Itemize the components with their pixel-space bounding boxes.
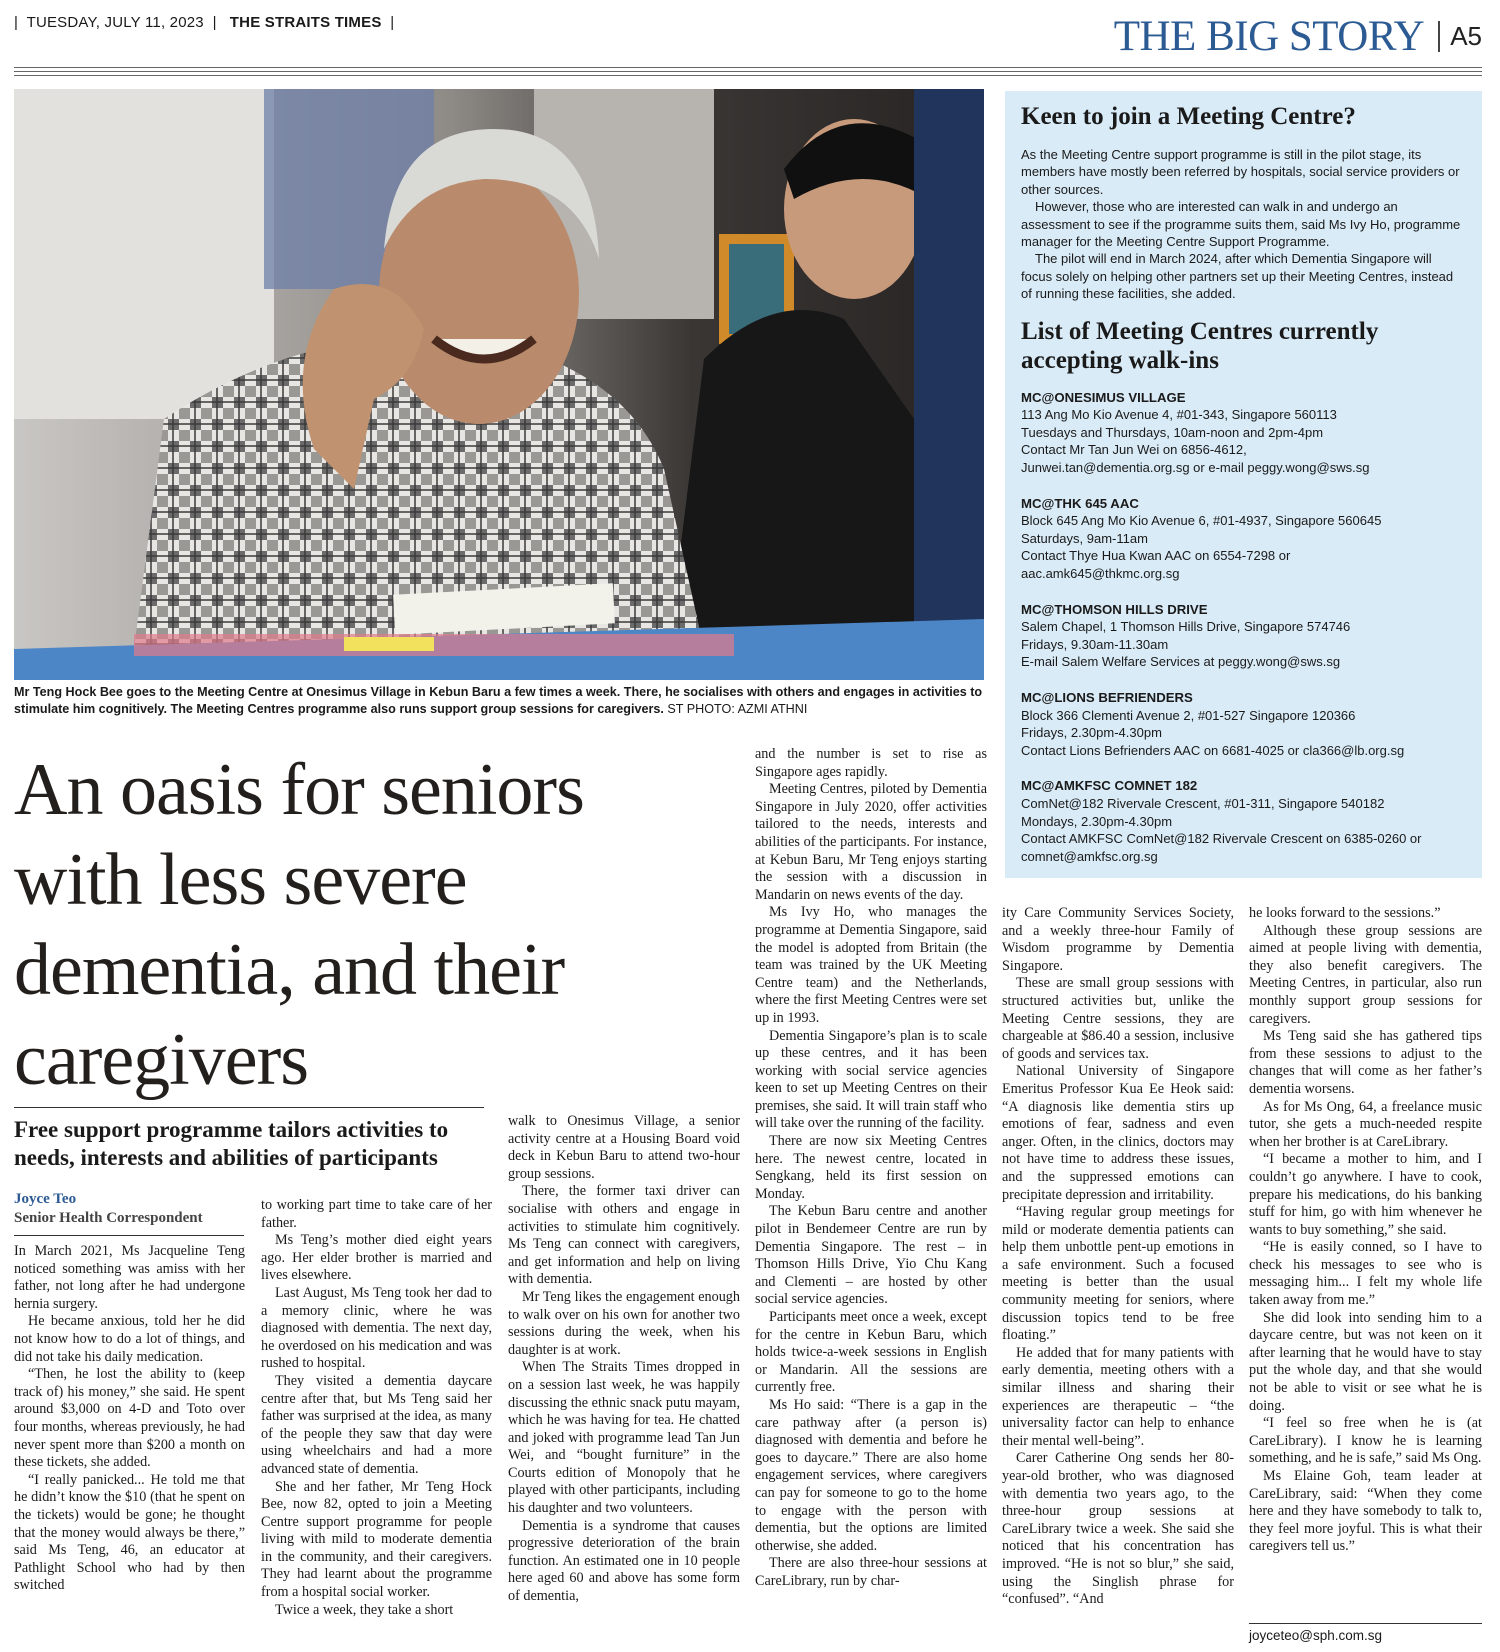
article-paragraph: Ms Ivy Ho, who manages the programme at Dementia Singapore, said the model is adopted from Britain (the team was trained by the UK Meeting Centre team) and the Netherlands, where the first Meeting Centres were set up in 1993.	[755, 904, 987, 1026]
article-paragraph: These are small group sessions with structured activities but, unlike the Meeting Centre sessions, they are chargeable at $86.40 a session, inclusive of goods and services tax.	[1002, 975, 1234, 1062]
info-box	[1005, 91, 1482, 878]
article-paragraph: Although these group sessions are aimed at people living with dementia, they also benefit caregivers. The Meeting Centres, in particular, also run monthly support group sessions for caregivers.	[1249, 922, 1482, 1027]
article-paragraph: Participants meet once a week, except for the centre in Kebun Baru, which holds twice-a-week sessions in English or Mandarin. All the sessions are currently free.	[755, 1309, 987, 1396]
lead-photo	[14, 89, 984, 680]
centre-name: MC@THK 645 AAC	[1021, 495, 1139, 511]
article-paragraph: He became anxious, told her he did not know how to do a lot of things, and did not take his daily medication.	[14, 1313, 245, 1365]
article-paragraph: There, the former taxi driver can socialise with others and engage in activities to stimulate him cognitively. Ms Teng can connect with caregivers, and get information and help on living with dementia.	[508, 1183, 740, 1288]
article-paragraph: As for Ms Ong, 64, a freelance music tutor, she gets a much-needed respite when her brother is at CareLibrary.	[1249, 1098, 1482, 1150]
article-column-2	[261, 1197, 492, 1619]
centre-detail: Tuesdays and Thursdays, 10am-noon and 2pm-4pm	[1021, 424, 1324, 440]
centre-detail: Contact Lions Befrienders AAC on 6681-4025 or cla366@lb.org.sg	[1021, 742, 1405, 758]
article-paragraph: he looks forward to the sessions.”	[1249, 905, 1441, 921]
centre-entry	[1021, 389, 1466, 477]
header-rule	[14, 75, 1482, 76]
centre-detail: 113 Ang Mo Kio Avenue 4, #01-343, Singapore 560113	[1021, 407, 1337, 423]
centre-list-title: List of Meeting Centres currently accepting walk-ins	[1021, 317, 1379, 374]
centre-detail: Contact Mr Tan Jun Wei on 6856-4612,	[1021, 442, 1247, 458]
article-paragraph: The Kebun Baru centre and another pilot in Bendemeer Centre are run by Dementia Singapore. The rest – in Thomson Hills Drive, Yio Chu Kang and Clementi – are hosted by other social service agencies.	[755, 1203, 987, 1308]
article-paragraph: walk to Onesimus Village, a senior activity centre at a Housing Board void deck in Kebun Baru to attend two-hour group sessions.	[508, 1113, 740, 1182]
centre-detail: Block 366 Clementi Avenue 2, #01-527 Singapore 120366	[1021, 707, 1356, 723]
article-paragraph: There are now six Meeting Centres here. The newest centre, located in Sengkang, held its first session on Monday.	[755, 1133, 987, 1202]
article-paragraph: There are also three-hour sessions at CareLibrary, run by char-	[755, 1555, 987, 1589]
header-rule	[14, 71, 1482, 72]
headline: An oasis for seniors with less severe dementia, and their caregivers	[14, 749, 584, 1101]
author-email[interactable]: joyceteo@sph.com.sg	[1249, 1628, 1383, 1643]
centre-detail: Junwei.tan@dementia.org.sg or e-mail peggy.wong@sws.sg	[1021, 460, 1370, 476]
centre-entry	[1021, 689, 1466, 759]
centre-name: MC@AMKFSC COMNET 182	[1021, 778, 1198, 794]
article-paragraph: National University of Singapore Emeritus Professor Kua Ee Heok said: “A diagnosis like dementia stirs up emotions of fear, sadness and even anger. Often, in the clinics, doctors may not have time to address these issues, and the suppressed emotions can precipitate depression and irritability.	[1002, 1063, 1234, 1203]
centre-name: MC@ONESIMUS VILLAGE	[1021, 389, 1186, 405]
email-rule	[1249, 1623, 1482, 1624]
centre-entry	[1021, 601, 1466, 671]
article-paragraph: She and her father, Mr Teng Hock Bee, now 82, opted to join a Meeting Centre support programme for people living with mild to moderate dementia in the community, and their caregivers. They had learnt about the programme from a hospital social worker.	[261, 1478, 492, 1601]
article-paragraph: When The Straits Times dropped in on a session last week, he was happily discussing the ethnic snack putu mayam, which he was having for tea. He chatted and joked with programme lead Tan Jun Wei, and “bought furniture” in the Courts edition of Monopoly that he played with other participants, including his daughter and two volunteers.	[508, 1359, 740, 1517]
article-paragraph: She did look into sending him to a daycare centre, but was not keen on it after learning that he would have to stay put the whole day, and that she would not be able to visit or see what he is doing.	[1249, 1309, 1482, 1414]
article-paragraph: Meeting Centres, piloted by Dementia Singapore in July 2020, offer activities tailored to the needs, interests and abilities of the participants. For instance, at Kebun Baru, Mr Teng enjoys starting the session with a discussion in Mandarin on news events of the day.	[755, 781, 987, 903]
centre-list	[1021, 389, 1466, 866]
centre-detail: comnet@amkfsc.org.sg	[1021, 848, 1158, 864]
article-paragraph: to working part time to take care of her father.	[261, 1197, 492, 1231]
centre-name: MC@THOMSON HILLS DRIVE	[1021, 601, 1208, 617]
article-paragraph: Ms Ho said: “There is a gap in the care pathway after (a person is) diagnosed with dementia and before he goes to daycare.” There are also home engagement services, where caregivers can pay for someone to go to the home to engage with the person with dementia, but the options are limited otherwise, she added.	[755, 1396, 987, 1554]
centre-detail: Contact AMKFSC ComNet@182 Rivervale Crescent on 6385-0260 or	[1021, 831, 1422, 847]
info-paragraph: However, those who are interested can walk in and undergo an assessment to see if the programme suits them, said Ms Ivy Ho, programme manager for the Meeting Centre Support Programme.	[1021, 199, 1461, 250]
centre-detail: Mondays, 2.30pm-4.30pm	[1021, 813, 1173, 829]
newspaper-name: THE STRAITS TIMES	[229, 14, 382, 31]
centre-detail: aac.amk645@thkmc.org.sg	[1021, 566, 1180, 581]
centre-entry	[1021, 777, 1466, 865]
photo-illustration	[14, 89, 984, 680]
dateline: | TUESDAY, JULY 11, 2023 | THE STRAITS TIMES |	[14, 14, 395, 31]
article-paragraph: “I feel so free when he is (at CareLibrary). I know he is learning something, and he is safe,” said Ms Ong.	[1249, 1415, 1482, 1467]
article-paragraph: “I became a mother to him, and I couldn’t go anywhere. I have to cook, prepare his medications, do his banking stuff for him, go with him whenever he wants to buy something,” she said.	[1249, 1151, 1482, 1238]
article-paragraph: Last August, Ms Teng took her dad to a memory clinic, where he was diagnosed with dementia. The next day, he overdosed on his medication and was rushed to hospital.	[261, 1284, 492, 1372]
centre-detail: Fridays, 2.30pm-4.30pm	[1021, 725, 1162, 741]
article-paragraph: They visited a dementia daycare centre after that, but Ms Teng said her father was surprised at the idea, as many of the people they saw that day were using wheelchairs and had a more advanced state of dementia.	[261, 1372, 492, 1477]
deck: Free support programme tailors activities to needs, interests and abilities of participants	[14, 1107, 484, 1172]
article-paragraph: “I really panicked... He told me that he didn’t know the $10 (that he spent on the tickets) would be gone; he thought that the money would always be there,” said Ms Teng, 46, an educator at Pathlight School who had by then switched	[14, 1471, 245, 1594]
byline-rule	[14, 1235, 244, 1236]
article-paragraph: ity Care Community Services Society, and a weekly three-hour Family of Wisdom programme by Dementia Singapore.	[1002, 905, 1234, 974]
author-role: Senior Health Correspondent	[14, 1210, 203, 1226]
centre-entry	[1021, 495, 1466, 583]
article-paragraph: Ms Elaine Goh, team leader at CareLibrary, said: “When they come here and they have somebody to talk to, they feel more joyful. This is what their caregivers tell us.”	[1249, 1468, 1482, 1555]
centre-detail: Salem Chapel, 1 Thomson Hills Drive, Singapore 574746	[1021, 619, 1351, 635]
article-paragraph: “He is easily conned, so I have to check his messages to see who is messaging him... I felt my whole life taken away from me.”	[1249, 1239, 1482, 1309]
centre-detail: ComNet@182 Rivervale Crescent, #01-311, Singapore 540182	[1021, 795, 1385, 811]
info-box-intro	[1021, 146, 1466, 303]
article-column-3	[508, 1113, 740, 1606]
article-paragraph: “Then, he lost the ability to (keep track of) his money,” she said. He spent around $3,000 on 4-D and Toto over four months, whereas previously, he had never spent more than $200 a month on these tickets, she added.	[14, 1366, 245, 1471]
article-paragraph: Dementia Singapore’s plan is to scale up these centres, and it has been working with social service agencies keen to set up Meeting Centres on their premises, she said. It will train staff who will take over the running of the facility.	[755, 1027, 987, 1132]
issue-date: TUESDAY, JULY 11, 2023	[26, 14, 204, 31]
article-paragraph: Carer Catherine Ong sends her 80-year-old brother, who was diagnosed with dementia two years ago, to the three-hour group sessions at CareLibrary twice a week. She said she noticed that his concentration has improved. “He is not so blur,” she said, using the Singlish phrase for “confused”. “And	[1002, 1450, 1234, 1608]
article-column-1	[14, 1243, 245, 1595]
centre-detail: Fridays, 9.30am-11.30am	[1021, 636, 1169, 652]
article-column-5	[1002, 905, 1234, 1609]
article-paragraph: Ms Teng said she has gathered tips from these sessions to adjust to the changes that will come as her father’s dementia worsens.	[1249, 1028, 1482, 1097]
centre-detail: Saturdays, 9am-11am	[1021, 530, 1148, 546]
photo-credit: ST PHOTO: AZMI ATHNI	[667, 702, 808, 716]
article-paragraph: and the number is set to rise as Singapore ages rapidly.	[755, 746, 987, 780]
article-column-4	[755, 746, 987, 1591]
info-box-title: Keen to join a Meeting Centre?	[1021, 103, 1356, 130]
photo-caption: Mr Teng Hock Bee goes to the Meeting Centre at Onesimus Village in Kebun Baru a few times a week. There, he socialises with others and engages in activities to stimulate him cognitively. The Meeting Centres programme also runs support group sessions for caregivers. ST PHOTO: AZMI ATHNI	[14, 685, 983, 716]
article-paragraph: “Having regular group meetings for mild or moderate dementia patients can help them unbottle pent-up emotions in a safe environment. Such a focused meeting is better than the usual community meeting for seniors, where discussion topics tend to be free floating.”	[1002, 1204, 1234, 1344]
centre-name: MC@LIONS BEFRIENDERS	[1021, 689, 1193, 705]
header-rule	[14, 67, 1482, 68]
article-paragraph: In March 2021, Ms Jacqueline Teng noticed something was amiss with her father, not long after he had undergone hernia surgery.	[14, 1243, 245, 1312]
article-column-6	[1249, 905, 1482, 1556]
article-paragraph: Dementia is a syndrome that causes progressive deterioration of the brain function. An estimated one in 10 people here aged 60 and above has some form of dementia,	[508, 1517, 740, 1605]
article-paragraph: Mr Teng likes the engagement enough to walk over on his own for another two sessions during the week, when his daughter is at work.	[508, 1288, 740, 1358]
article-paragraph: Ms Teng’s mother died eight years ago. Her elder brother is married and lives elsewhere.	[261, 1232, 492, 1284]
byline	[14, 1190, 244, 1228]
page-number: A5	[1438, 21, 1482, 52]
section-title: THE BIG STORY	[1113, 13, 1425, 60]
author-name: Joyce Teo	[14, 1191, 77, 1207]
info-paragraph: As the Meeting Centre support programme is still in the pilot stage, its members have mostly been referred by hospitals, social service providers or other sources.	[1021, 147, 1460, 197]
centre-detail: E-mail Salem Welfare Services at peggy.wong@sws.sg	[1021, 654, 1341, 670]
article-paragraph: Twice a week, they take a short	[275, 1601, 454, 1618]
section-header	[1114, 12, 1482, 61]
article-paragraph: He added that for many patients with early dementia, meeting others with a similar illness and sharing their experiences are therapeutic – “the universality factor can help to enhance their mental well-being”.	[1002, 1344, 1234, 1449]
centre-detail: Contact Thye Hua Kwan AAC on 6554-7298 or	[1021, 548, 1291, 564]
info-paragraph: The pilot will end in March 2024, after which Dementia Singapore will focus solely on helping other partners set up their Meeting Centres, instead of running these facilities, she added.	[1021, 251, 1454, 302]
centre-detail: Block 645 Ang Mo Kio Avenue 6, #01-4937, Singapore 560645	[1021, 513, 1382, 529]
